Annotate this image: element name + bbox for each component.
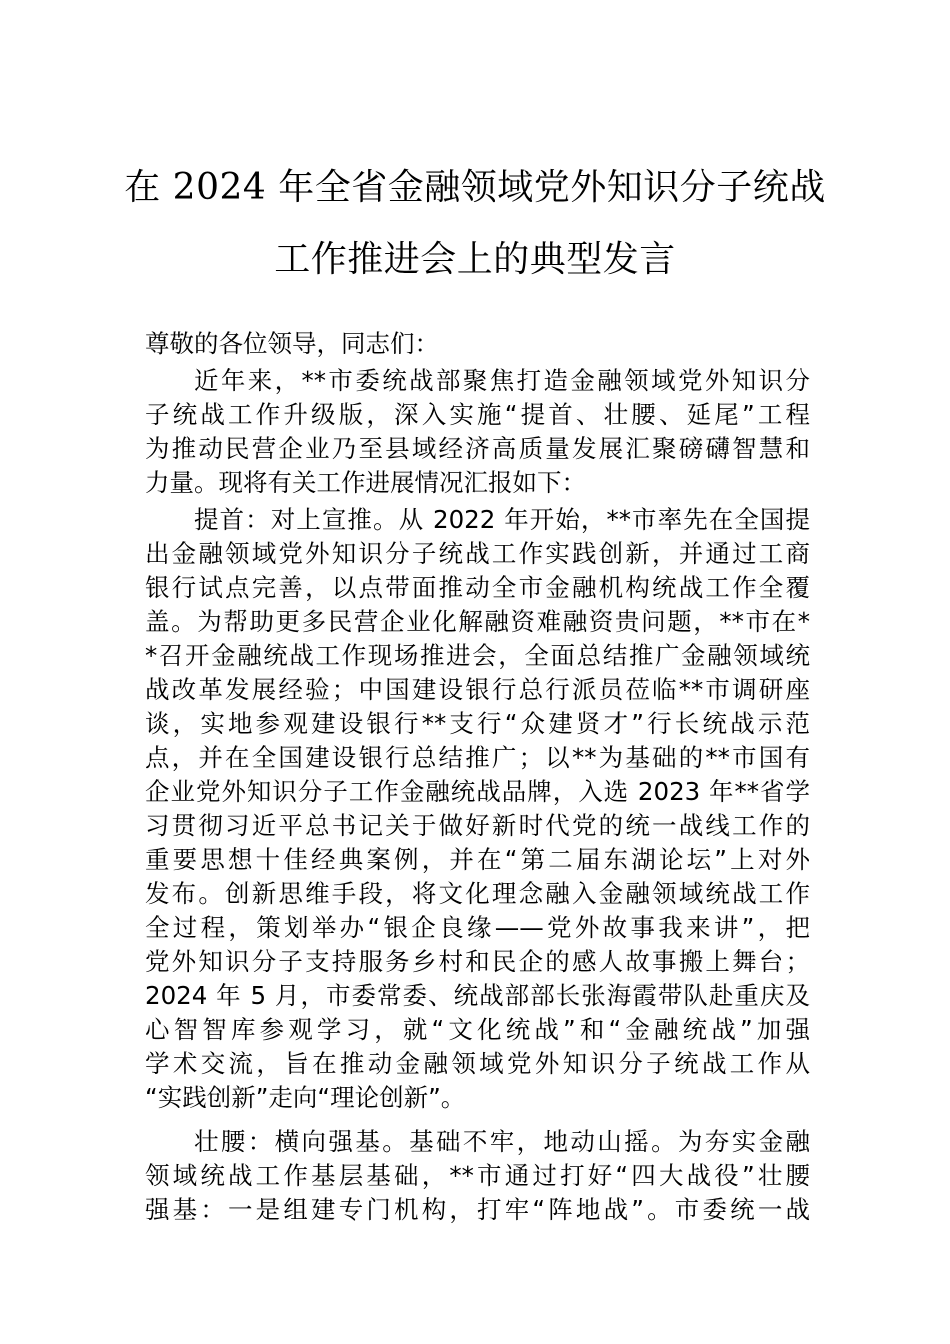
paragraph-intro-line: 近年来，**市委统战部聚焦打造金融领域党外知识分 (194, 366, 810, 395)
paragraph-zhuangyao-line: 领域统战工作基层基础，**市通过打好“四大战役”壮腰 (145, 1161, 810, 1190)
paragraph-tishou-line: 心智智库参观学习，就“文化统战”和“金融统战”加强 (145, 1015, 810, 1044)
paragraph-zhuangyao-line: 强基：一是组建专门机构，打牢“阵地战”。市委统一战 (145, 1195, 810, 1224)
paragraph-tishou-line: 2024 年 5 月，市委常委、统战部部长张海霞带队赴重庆及 (145, 981, 810, 1010)
paragraph-tishou-line: 学术交流，旨在推动金融领域党外知识分子统战工作从 (145, 1049, 810, 1078)
paragraph-intro-line: 力量。现将有关工作进展情况汇报如下： (145, 468, 586, 497)
paragraph-tishou-line: 出金融领域党外知识分子统战工作实践创新，并通过工商 (145, 539, 810, 568)
paragraph-tishou-line: 习贯彻习近平总书记关于做好新时代党的统一战线工作的 (145, 811, 810, 840)
paragraph-tishou-line: 重要思想十佳经典案例，并在“第二届东湖论坛”上对外 (145, 845, 810, 874)
paragraph-intro-line: 为推动民营企业乃至县域经济高质量发展汇聚磅礴智慧和 (145, 434, 810, 463)
paragraph-tishou-line: 点，并在全国建设银行总结推广；以**为基础的**市国有 (145, 743, 810, 772)
paragraph-tishou-line: “实践创新”走向“理论创新”。 (145, 1083, 466, 1112)
document-title-line-1: 在 2024 年全省金融领域党外知识分子统战 (124, 167, 826, 208)
salutation: 尊敬的各位领导，同志们： (145, 329, 439, 358)
paragraph-zhuangyao-line: 壮腰：横向强基。基础不牢，地动山摇。为夯实金融 (194, 1127, 810, 1156)
paragraph-intro-line: 子统战工作升级版，深入实施“提首、壮腰、延尾”工程 (145, 400, 810, 429)
document-title-line-2: 工作推进会上的典型发言 (274, 239, 676, 280)
paragraph-tishou-line: 党外知识分子支持服务乡村和民企的感人故事搬上舞台； (145, 947, 810, 976)
paragraph-tishou-line: 企业党外知识分子工作金融统战品牌，入选 2023 年**省学 (145, 777, 810, 806)
paragraph-tishou-line: 提首：对上宣推。从 2022 年开始，**市率先在全国提 (194, 505, 810, 534)
paragraph-tishou-line: *召开金融统战工作现场推进会，全面总结推广金融领域统 (145, 641, 810, 670)
paragraph-tishou-line: 银行试点完善，以点带面推动全市金融机构统战工作全覆 (145, 573, 810, 602)
paragraph-tishou-line: 全过程，策划举办“银企良缘——党外故事我来讲”，把 (145, 913, 810, 942)
paragraph-tishou-line: 谈，实地参观建设银行**支行“众建贤才”行长统战示范 (145, 709, 810, 738)
paragraph-tishou-line: 战改革发展经验；中国建设银行总行派员莅临**市调研座 (145, 675, 810, 704)
paragraph-tishou-line: 盖。为帮助更多民营企业化解融资难融资贵问题，**市在* (145, 607, 810, 636)
paragraph-tishou-line: 发布。创新思维手段，将文化理念融入金融领域统战工作 (145, 879, 810, 908)
